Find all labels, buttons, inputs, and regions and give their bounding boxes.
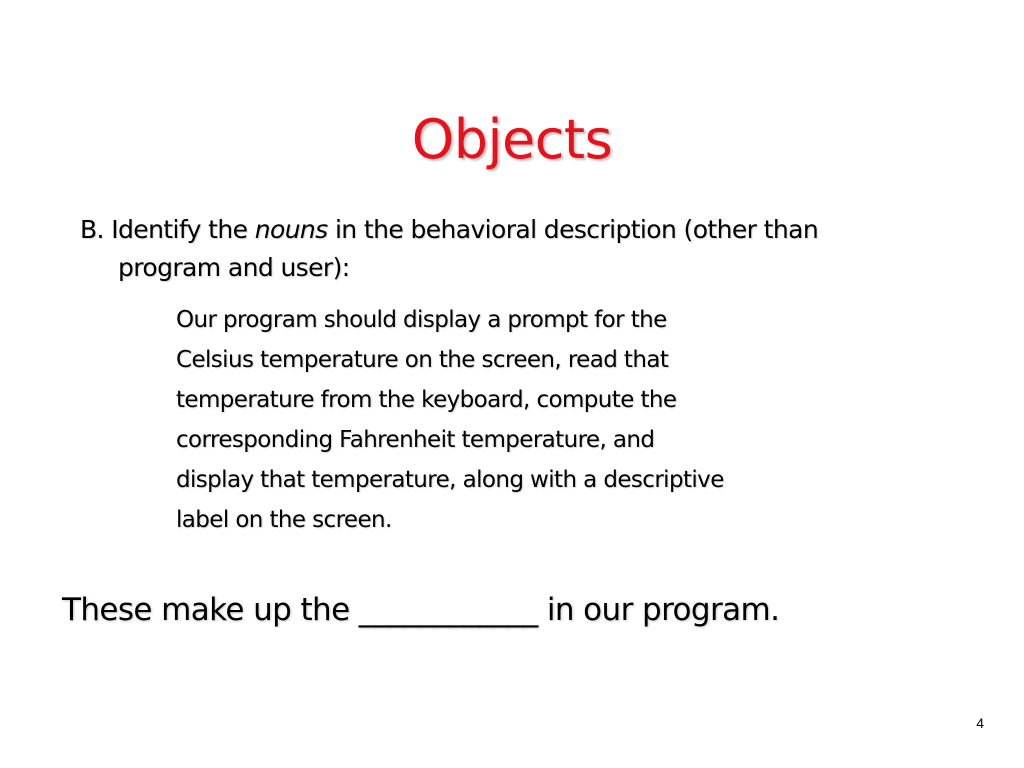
description-line: display that temperature, along with a descriptive (176, 467, 724, 493)
description-line: Our program should display a prompt for the (176, 307, 667, 333)
page-number: 4 (976, 715, 984, 731)
bullet-line2: program and user): (118, 253, 350, 282)
bullet-line1-rest: in the behavioral description (other than (327, 215, 819, 244)
description-line: label on the screen. (176, 507, 392, 533)
description-line: corresponding Fahrenheit temperature, and (176, 427, 655, 453)
slide-title: Objects (411, 108, 613, 171)
bullet-point (80, 211, 950, 287)
description-line: Celsius temperature on the screen, read that (176, 347, 669, 373)
bullet-emphasis: nouns (254, 215, 328, 244)
behavioral-description (176, 300, 896, 540)
bullet-prefix: B. Identify the (80, 215, 255, 244)
description-line: temperature from the keyboard, compute the (176, 387, 677, 413)
summary-statement: These make up the ____________ in our program. (62, 592, 780, 628)
